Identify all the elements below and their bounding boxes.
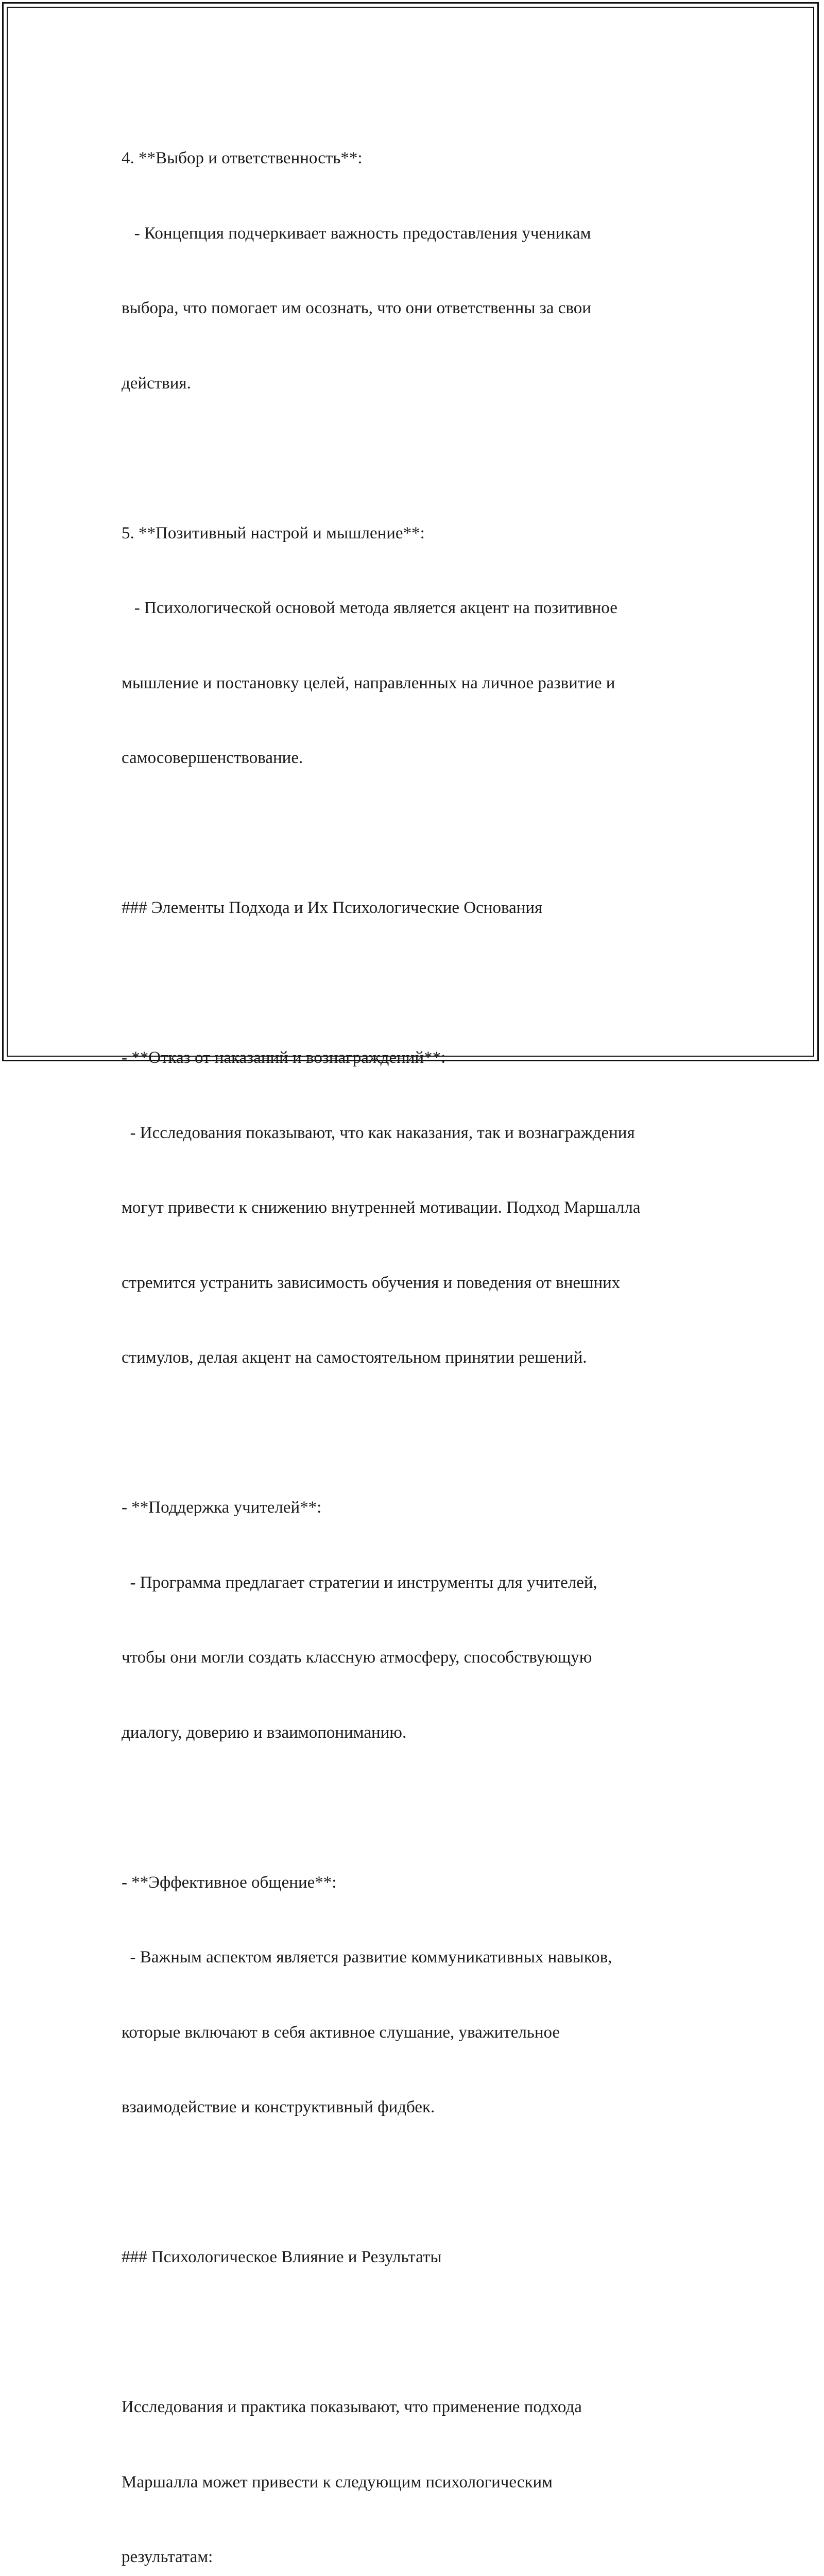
blank-line (122, 1795, 729, 1820)
section-heading: ### Психологическое Влияние и Результаты (122, 2248, 442, 2266)
blank-line (122, 446, 729, 471)
text-line: - Программа предлагает стратегии и инструменты для учителей, (122, 1573, 597, 1592)
text-line: выбора, что помогает им осознать, что они ответственны за свои (122, 299, 591, 317)
text-line: взаимодействие и конструктивный фидбек. (122, 2098, 435, 2116)
text-line: - **Поддержка учителей**: (122, 1498, 322, 1517)
document-body (122, 96, 729, 2576)
text-line: - **Отказ от наказаний и вознаграждений**: (122, 1048, 446, 1067)
text-line: мышление и постановку целей, направленных на личное развитие и (122, 673, 615, 692)
blank-line (122, 2320, 729, 2345)
blank-line (122, 971, 729, 996)
text-line: стимулов, делая акцент на самостоятельном принятии решений. (122, 1348, 587, 1367)
text-line: которые включают в себя активное слушание, уважительное (122, 2023, 560, 2042)
text-line: - Исследования показывают, что как наказания, так и вознаграждения (122, 1123, 635, 1142)
text-line: самосовершенствование. (122, 749, 303, 767)
text-line: 4. **Выбор и ответственность**: (122, 149, 363, 167)
blank-line (122, 1420, 729, 1446)
text-line: диалогу, доверию и взаимопониманию. (122, 1723, 407, 1742)
text-line: результатам: (122, 2548, 213, 2566)
text-line: - **Эффективное общение**: (122, 1873, 337, 1892)
text-line: могут привести к снижению внутренней мотивации. Подход Маршалла (122, 1198, 641, 1217)
text-line: - Психологической основой метода является акцент на позитивное (122, 599, 617, 617)
text-line: чтобы они могли создать классную атмосферу, способствующую (122, 1648, 592, 1667)
blank-line (122, 821, 729, 846)
text-line: Маршалла может привести к следующим психологическим (122, 2472, 553, 2492)
text-line: стремится устранить зависимость обучения и поведения от внешних (122, 1273, 621, 1292)
text-line: 5. **Позитивный настрой и мышление**: (122, 523, 425, 543)
section-heading: ### Элементы Подхода и Их Психологические Основания (122, 899, 543, 917)
text-line: Исследования и практика показывают, что применение подхода (122, 2398, 582, 2416)
text-line: - Важным аспектом является развитие коммуникативных навыков, (122, 1948, 612, 1967)
text-line: действия. (122, 374, 191, 393)
blank-line (122, 2170, 729, 2195)
text-line: - Концепция подчеркивает важность предоставления ученикам (122, 224, 591, 243)
